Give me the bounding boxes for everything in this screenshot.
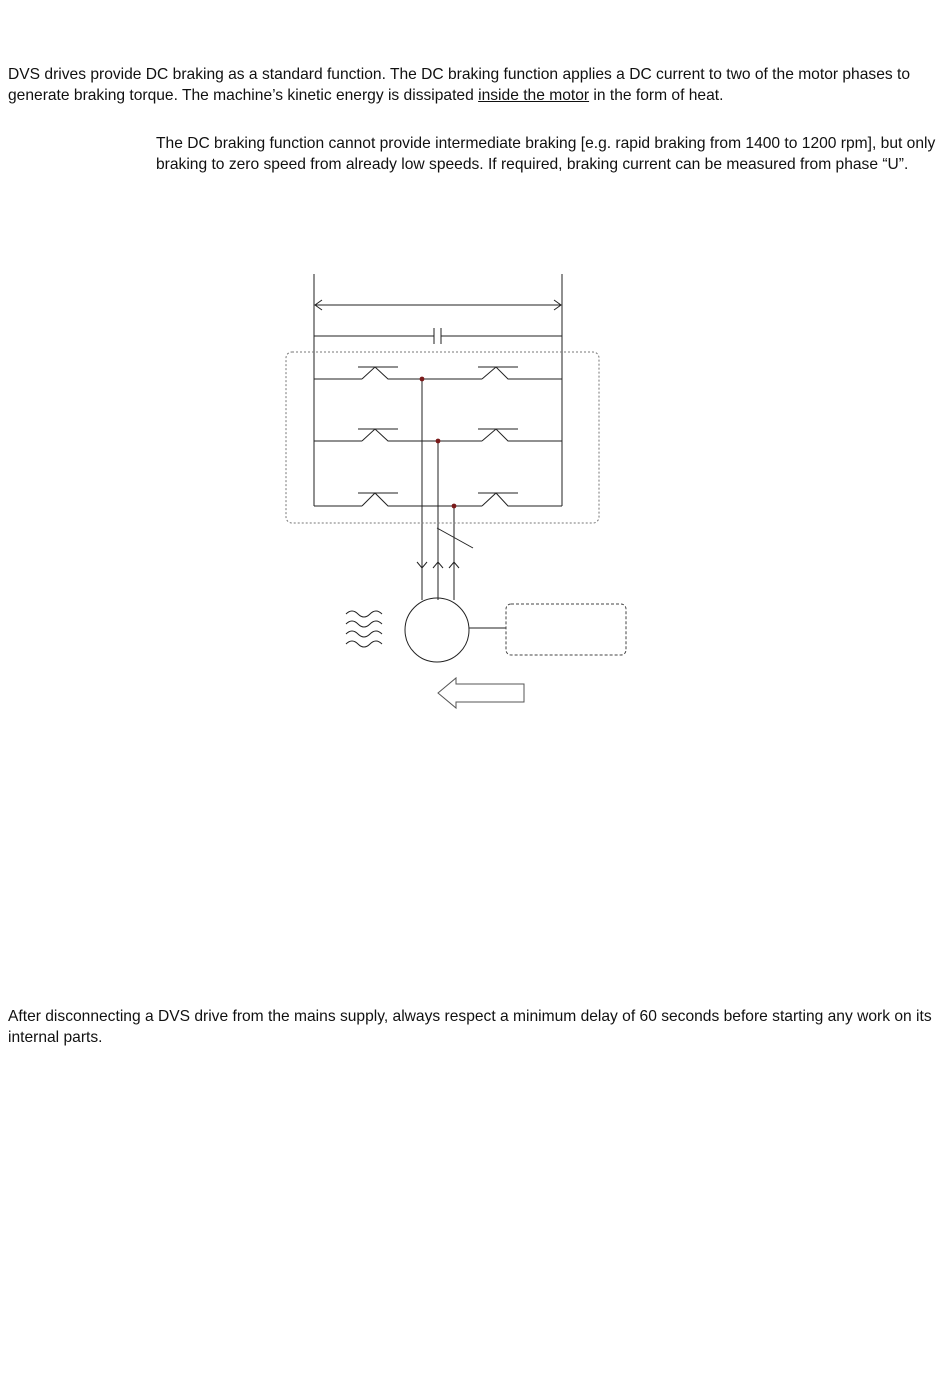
energy-flow-arrow-icon bbox=[438, 678, 524, 708]
warning-paragraph: After disconnecting a DVS drive from the mains supply, always respect a minimum delay of 60 seconds before starting any work on its internal parts. bbox=[8, 1008, 932, 1046]
inverter-leg-u bbox=[314, 367, 562, 379]
heat-waves-icon bbox=[346, 611, 382, 647]
phase-w-current-arrow bbox=[449, 562, 459, 568]
inverter-leg-w bbox=[314, 493, 562, 506]
intro-text: DVS drives provide DC braking as a standard function. The DC braking function applies a DC current to two of the motor phases to generate braking torque. The machine’s kinetic energy is dissipated bbox=[8, 66, 911, 104]
dc-voltage-arrow bbox=[315, 300, 561, 310]
load-enclosure bbox=[506, 604, 626, 655]
motor-symbol bbox=[405, 598, 469, 662]
junction-dot-u bbox=[420, 377, 425, 382]
phase-u-current-arrow bbox=[417, 562, 427, 568]
junction-dot-v bbox=[436, 439, 441, 444]
intro-underlined-text: inside the motor bbox=[478, 87, 590, 104]
inverter-leg-v bbox=[314, 429, 562, 441]
current-measurement-pointer bbox=[437, 528, 473, 548]
inverter-enclosure bbox=[286, 352, 599, 523]
capacitor-symbol bbox=[314, 328, 562, 344]
junction-dot-w bbox=[452, 504, 457, 509]
intro-text-end: in the form of heat. bbox=[589, 87, 724, 104]
intro-paragraph bbox=[8, 64, 938, 106]
phase-v-current-arrow bbox=[433, 562, 443, 568]
note-paragraph: The DC braking function cannot provide intermediate braking [e.g. rapid braking from 1400 to 1200 rpm], but only braking to zero speed from already low speeds. If required, braking current can be measured from phase “U”. bbox=[156, 135, 936, 173]
